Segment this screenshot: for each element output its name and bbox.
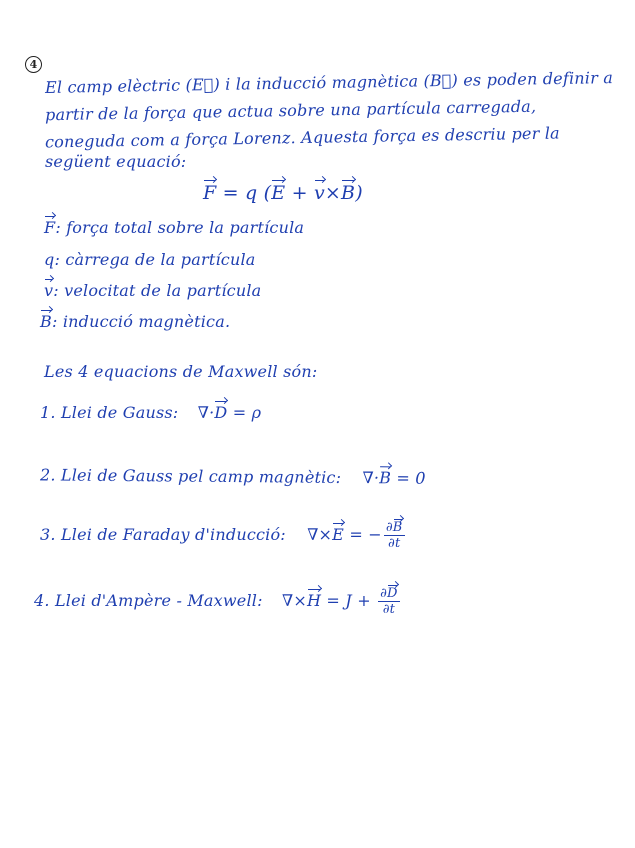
equation-2-formula: ∇·B = 0 xyxy=(362,468,426,488)
dB-dt-fraction: $\frac{\partial B}{\partial t}$ xyxy=(385,520,403,551)
question-number: 4 xyxy=(29,58,38,71)
open-paren: ( xyxy=(263,182,272,204)
equation-3-label: 3. Llei de Faraday d'inducció: xyxy=(40,525,286,544)
magnetic-field-symbol: B xyxy=(341,182,356,204)
definition-force xyxy=(44,218,304,237)
lorentz-equation xyxy=(203,182,363,204)
velocity-symbol: v xyxy=(313,182,325,204)
equation-2 xyxy=(40,465,426,487)
force-vector-symbol: F xyxy=(203,182,217,204)
equation-2-label: 2. Llei de Gauss pel camp magnètic: xyxy=(39,465,342,487)
equation-1 xyxy=(40,403,261,422)
d-vector-symbol: D xyxy=(214,403,228,422)
close-paren: ) xyxy=(355,182,363,204)
equals-sign: = xyxy=(222,182,246,204)
definition-text: : inducció magnètica. xyxy=(51,312,231,331)
equation-1-label: 1. Llei de Gauss: xyxy=(40,403,179,422)
definition-symbol: v xyxy=(44,281,54,300)
equation-4-label: 4. Llei d'Ampère - Maxwell: xyxy=(34,591,263,610)
equation-4-formula: ∇×H = J + $\frac{\partial D}{\partial t}$ xyxy=(281,586,398,617)
charge-symbol: q xyxy=(245,182,258,204)
equation-1-formula: ∇·D = ρ xyxy=(197,403,262,422)
electric-field-symbol: E xyxy=(271,182,286,204)
definition-symbol: q xyxy=(44,250,55,269)
intro-line-4: següent equació: xyxy=(45,152,187,171)
intro-line-2: partir de la força que actua sobre una partícula carregada, xyxy=(44,96,537,125)
definition-text: : càrrega de la partícula xyxy=(54,250,256,269)
intro-line-3: coneguda com a força Lorenz. Aquesta força es descriu per la xyxy=(44,123,560,152)
definition-velocity xyxy=(44,281,261,300)
question-number-circle xyxy=(25,56,42,73)
h-vector-symbol: H xyxy=(306,591,322,610)
intro-line-1: El camp elèctric (E⃗) i la inducció magnètica (B⃗) es poden definir a xyxy=(44,68,614,97)
definition-symbol: F xyxy=(44,218,56,237)
definition-magnetic xyxy=(40,312,230,331)
plus-sign: + xyxy=(291,182,308,204)
definition-text: : força total sobre la partícula xyxy=(55,218,305,237)
definition-symbol: B xyxy=(40,312,52,331)
e-vector-symbol: E xyxy=(332,525,345,544)
equation-3-formula: ∇×E = − $\frac{\partial B}{\partial t}$ xyxy=(307,520,403,551)
definition-text: : velocitat de la partícula xyxy=(53,281,262,300)
b-vector-symbol: B xyxy=(379,468,392,488)
equation-3 xyxy=(40,521,407,550)
definition-charge xyxy=(44,250,256,269)
equation-4 xyxy=(34,587,402,616)
maxwell-intro: Les 4 equacions de Maxwell són: xyxy=(44,362,318,381)
cross-sign: × xyxy=(324,182,342,204)
dD-dt-fraction: $\frac{\partial D}{\partial t}$ xyxy=(380,586,398,617)
